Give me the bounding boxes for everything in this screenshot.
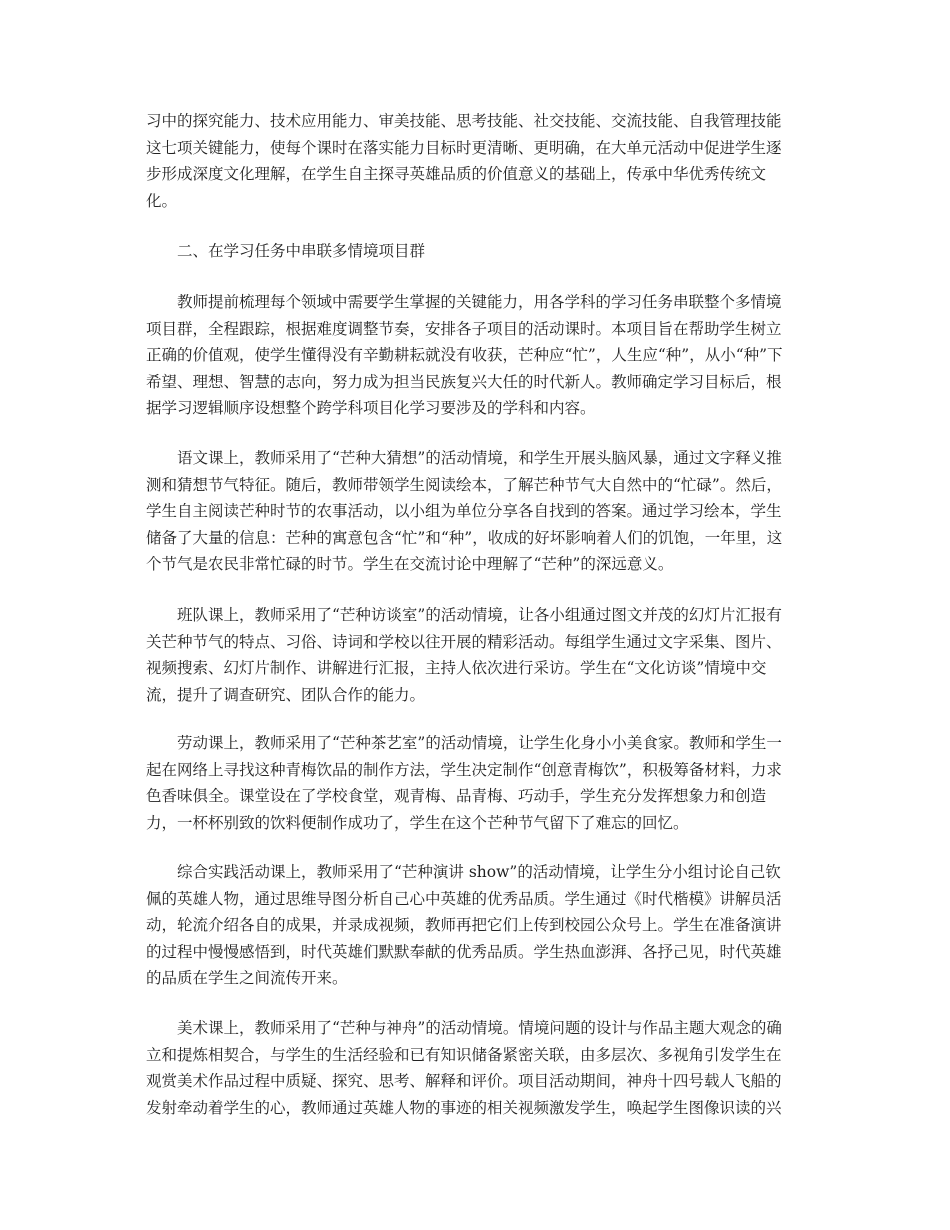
paragraph-project-overview: [146, 289, 808, 422]
paragraph-continuation: [146, 108, 808, 214]
text-line: 视频搜索、幻灯片制作、讲解进行汇报，主持人依次进行采访。学生在“文化访谈”情境中交: [146, 659, 767, 677]
paragraph-art-class: [146, 1015, 808, 1121]
text-line: 的品质在学生之间流传开来。: [146, 969, 348, 987]
text-line: 美术课上，教师采用了“芒种与神舟”的活动情境。情境问题的设计与作品主题大观念的确: [177, 1019, 782, 1037]
text-line: 测和猜想节气特征。随后，教师带领学生阅读绘本，了解芒种节气大自然中的“忙碌”。然后，: [146, 475, 782, 494]
text-line: 劳动课上，教师采用了“芒种茶艺室”的活动情境，让学生化身小小美食家。教师和学生一: [177, 734, 782, 752]
text-line: 力，一杯杯别致的饮料便制作成功了，学生在这个芒种节气留下了难忘的回忆。: [146, 813, 689, 832]
paragraph-labor-class: [146, 730, 808, 836]
text-line: 起在网络上寻找这种青梅饮品的制作方法，学生决定制作“创意青梅饮”，积极筹备材料，力求: [146, 760, 782, 779]
text-line: 观赏美术作品过程中质疑、探究、思考、解释和评价。项目活动期间，神舟十四号载人飞船的: [146, 1072, 782, 1090]
heading-line: 二、在学习任务中串联多情境项目群: [177, 242, 426, 260]
section-heading: [146, 238, 808, 265]
text-line: 项目群，全程跟踪，根据难度调整节奏，安排各子项目的活动课时。本项目旨在帮助学生树立: [146, 319, 782, 338]
text-line: 希望、理想、智慧的志向，努力成为担当民族复兴大任的时代新人。教师确定学习目标后，根: [146, 372, 782, 391]
text-line: 习中的探究能力、技术应用能力、审美技能、思考技能、社交技能、交流技能、自我管理技能: [146, 112, 782, 130]
text-line: 佩的英雄人物，通过思维导图分析自己心中英雄的优秀品质。学生通过《时代楷模》讲解员活: [146, 889, 782, 908]
text-line: 班队课上，教师采用了“芒种访谈室”的活动情境，让各小组通过图文并茂的幻灯片汇报有: [177, 606, 782, 624]
text-line: 色香味俱全。课堂设在了学校食堂，观青梅、品青梅、巧动手，学生充分发挥想象力和创造: [146, 787, 767, 805]
text-line: 关芒种节气的特点、习俗、诗词和学校以往开展的精彩活动。每组学生通过文字采集、图片、: [146, 632, 782, 651]
text-line: 教师提前梳理每个领域中需要学生掌握的关键能力，用各学科的学习任务串联整个多情境: [177, 293, 782, 311]
paragraph-class-meeting: [146, 602, 808, 708]
text-line: 正确的价值观，使学生懂得没有辛勤耕耘就没有收获，芒种应“忙”，人生应“种”，从小“种”下: [146, 346, 783, 364]
text-line: 动，轮流介绍各自的成果，并录成视频，教师再把它们上传到校园公众号上。学生在准备演讲: [146, 916, 782, 934]
text-line: 学生自主阅读芒种时节的农事活动，以小组为单位分享各自找到的答案。通过学习绘本，学生: [146, 502, 782, 520]
text-line: 立和提炼相契合，与学生的生活经验和已有知识储备紧密关联，由多层次、多视角引发学生在: [146, 1045, 782, 1064]
text-line: 综合实践活动课上，教师采用了“芒种演讲 show”的活动情境，让学生分小组讨论自己钦: [177, 863, 781, 881]
text-line: 步形成深度文化理解，在学生自主探寻英雄品质的价值意义的基础上，传承中华优秀传统文: [146, 165, 767, 183]
text-line: 的过程中慢慢感悟到，时代英雄们默默奉献的优秀品质。学生热血澎湃、各抒己见，时代英雄: [146, 942, 782, 961]
text-line: 语文课上，教师采用了“芒种大猜想”的活动情境，和学生开展头脑风暴，通过文字释义推: [177, 449, 782, 467]
paragraph-practice-class: [146, 859, 808, 992]
text-line: 这七项关键能力，使每个课时在落实能力目标时更清晰、更明确，在大单元活动中促进学生逐: [146, 138, 782, 157]
text-line: 据学习逻辑顺序设想整个跨学科项目化学习要涉及的学科和内容。: [146, 399, 596, 417]
paragraph-chinese-class: [146, 445, 808, 578]
text-line: 流，提升了调查研究、团队合作的能力。: [146, 685, 426, 704]
text-line: 化。: [146, 191, 178, 210]
text-line: 发射牵动着学生的心，教师通过英雄人物的事迹的相关视频激发学生，唤起学生图像识读的兴: [146, 1098, 782, 1117]
text-line: 个节气是农民非常忙碌的时节。学生在交流讨论中理解了“芒种”的深远意义。: [146, 555, 674, 573]
text-line: 储备了大量的信息：芒种的寓意包含“忙”和“种”，收成的好坏影响着人们的饥饱，一年里，这: [146, 528, 783, 547]
